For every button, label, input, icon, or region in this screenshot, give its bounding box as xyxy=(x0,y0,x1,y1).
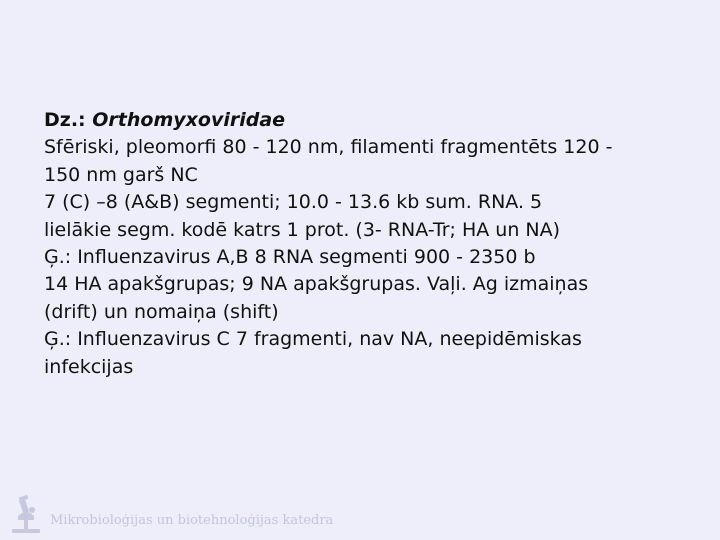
body-line: infekcijas xyxy=(44,355,134,378)
body-line: 7 (C) –8 (A&B) segmenti; 10.0 - 13.6 kb sum. RNA. 5 xyxy=(44,191,543,214)
body-line: 150 nm garš NC xyxy=(44,163,198,186)
body-line: Sfēriski, pleomorfi 80 - 120 nm, filamenti fragmentēts 120 - xyxy=(44,136,613,159)
slide-content xyxy=(44,107,684,381)
virus-family-name: Orthomyxoviridae xyxy=(92,109,286,131)
body-line: Ģ.: Influenzavirus C 7 fragmenti, nav NA, neepidēmiskas xyxy=(44,328,582,351)
heading-prefix: Dz.: xyxy=(44,109,93,131)
slide-footer xyxy=(8,494,333,534)
body-line: 14 HA apakšgrupas; 9 NA apakšgrupas. Vaļi. Ag izmaiņas xyxy=(44,273,589,296)
body-line: lielākie segm. kodē katrs 1 prot. (3- RNA-Tr; HA un NA) xyxy=(44,218,561,241)
microscope-icon xyxy=(8,494,44,534)
department-name: Mikrobioloģijas un biotehnoloģijas katedra xyxy=(50,513,334,528)
body-line: (drift) un nomaiņa (shift) xyxy=(44,300,279,323)
slide-heading xyxy=(44,107,684,134)
body-line: Ģ.: Influenzavirus A,B 8 RNA segmenti 900 - 2350 b xyxy=(44,246,536,269)
